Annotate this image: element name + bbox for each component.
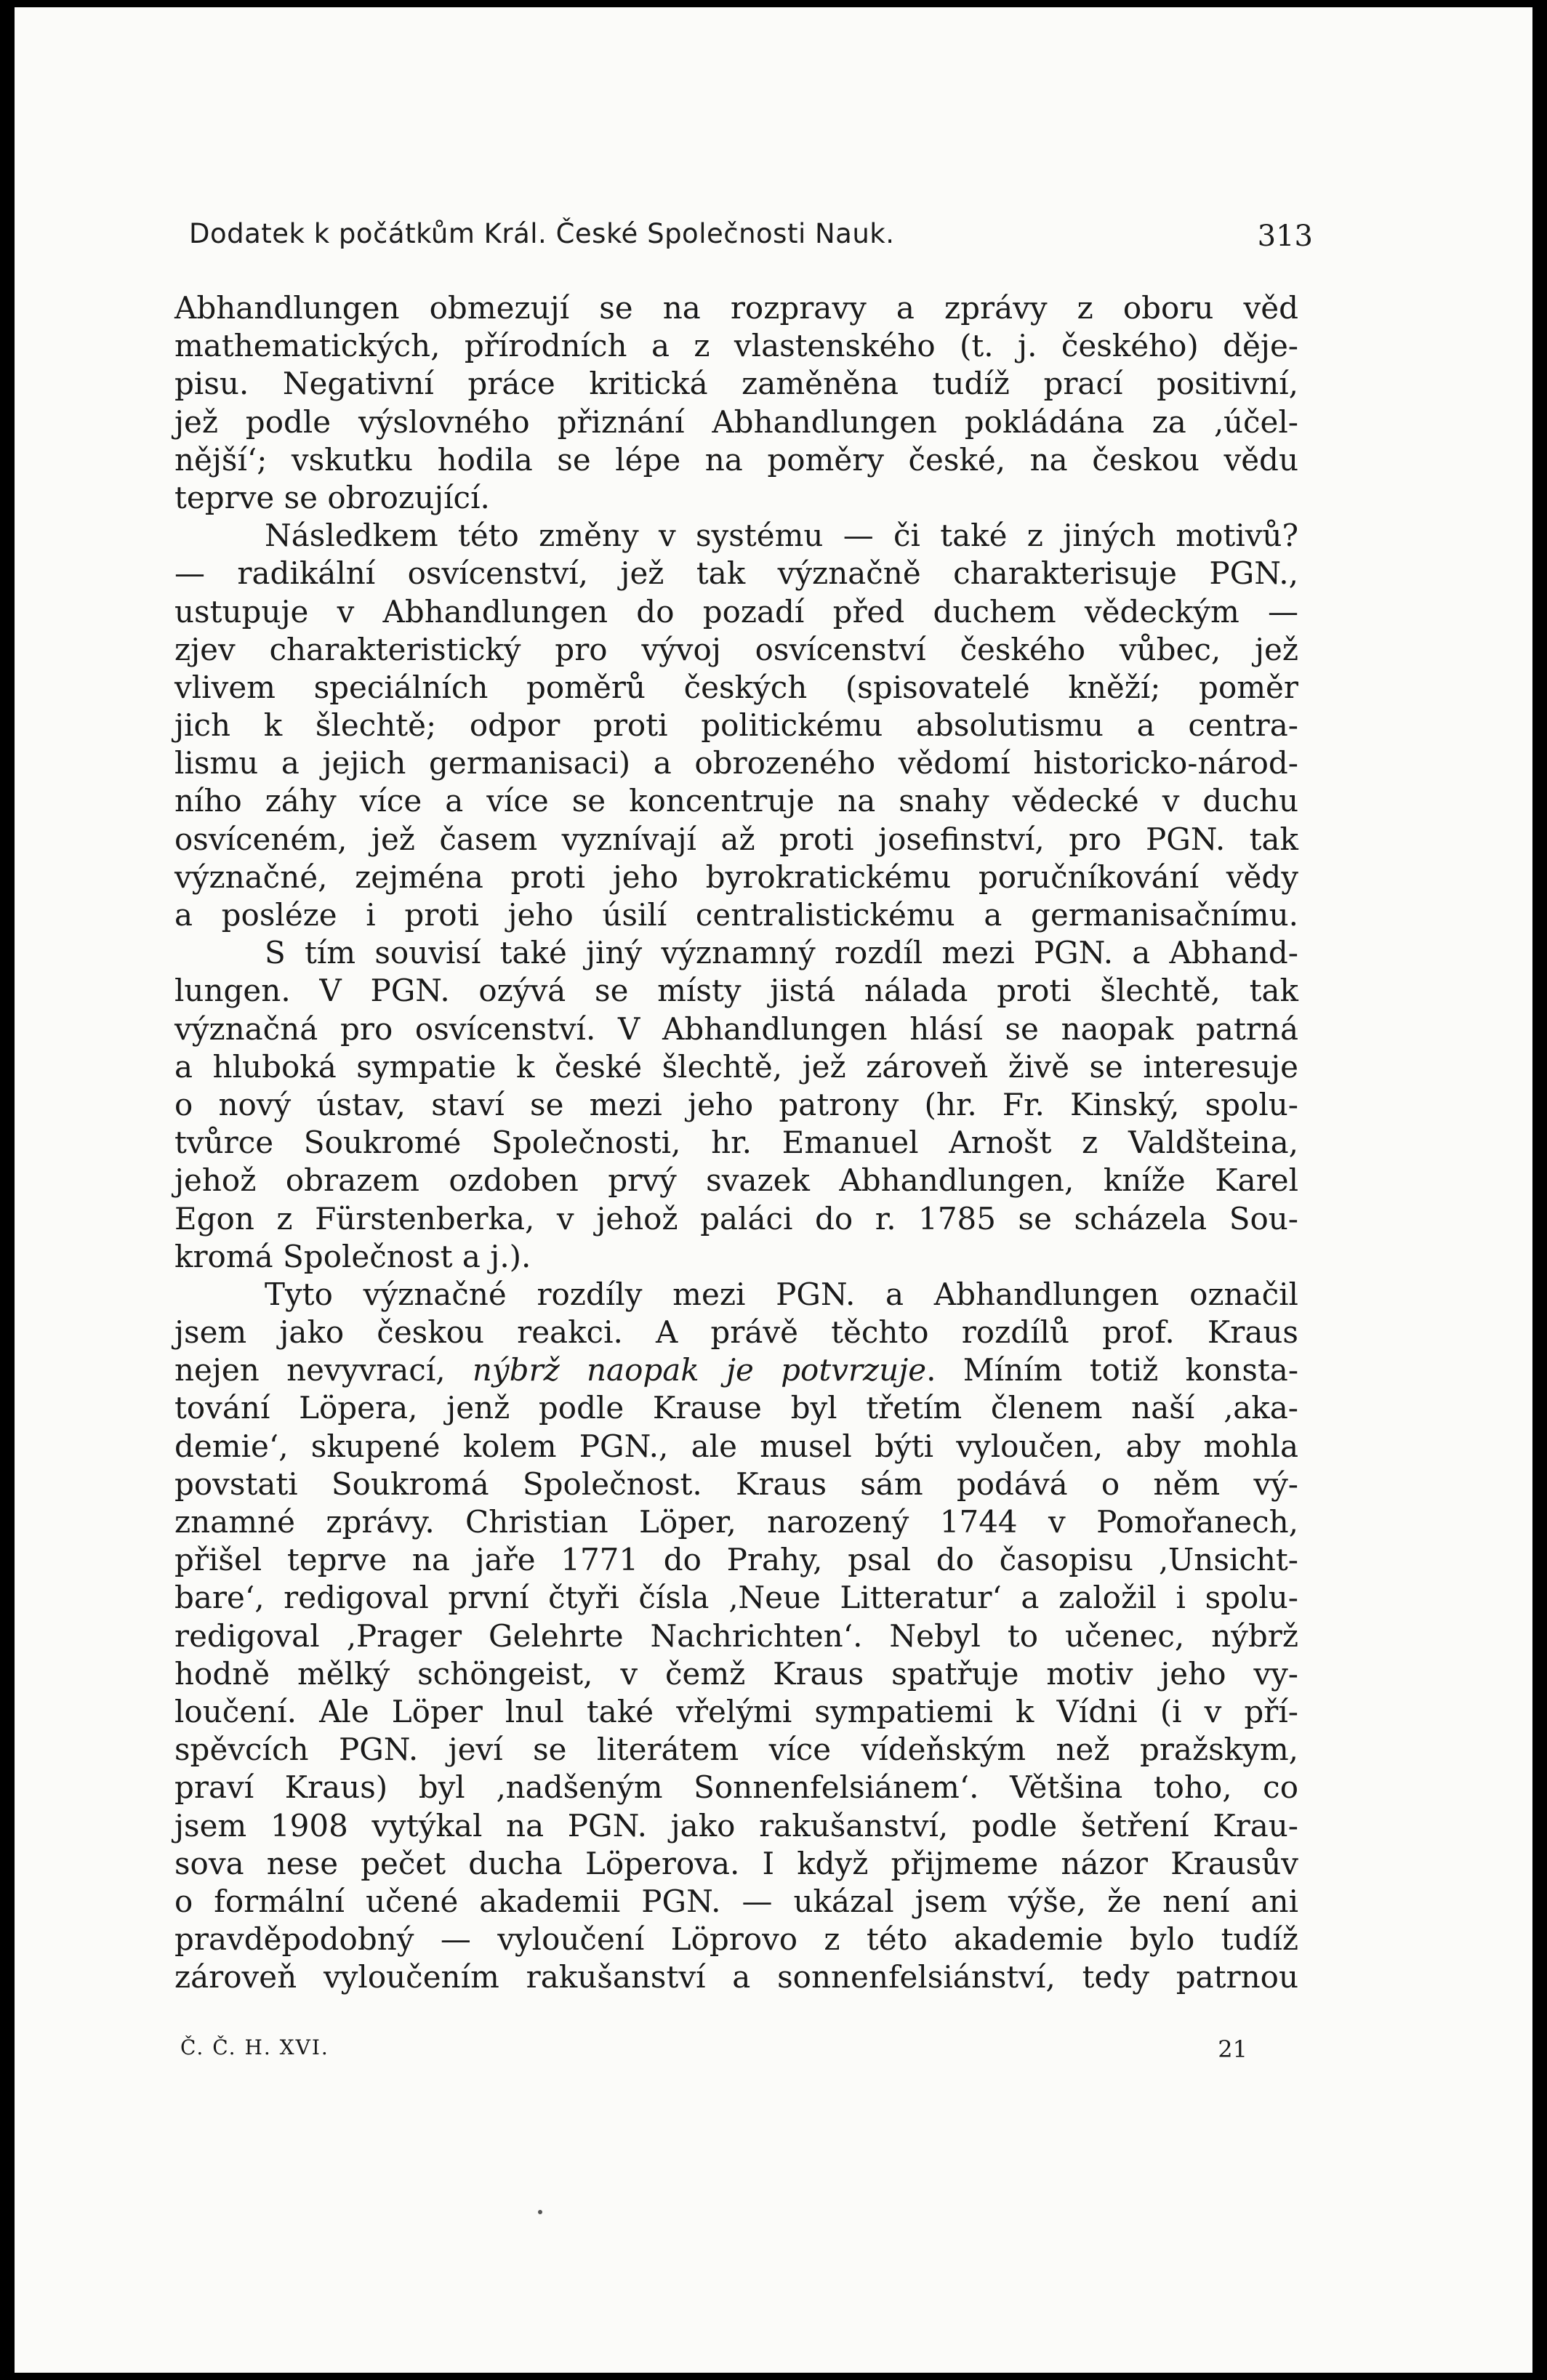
page-header (189, 218, 1313, 262)
emphasis-run: nýbrž naopak je potvrzuje (472, 1352, 927, 1388)
text-line: sova nese pečet ducha Löperova. I když přijmeme názor Krausův (174, 1845, 1298, 1881)
text-run: nejen nevyvrací, (174, 1352, 473, 1388)
text-line: tvůrce Soukromé Společnosti, hr. Emanuel Arnošt z Valdšteina, (174, 1125, 1298, 1161)
text-line: demie‘, skupené kolem PGN., ale musel býti vyloučen, aby mohla (174, 1428, 1298, 1464)
text-line: význačná pro osvícenství. V Abhandlungen hlásí se naopak patrná (174, 1010, 1298, 1047)
text-line: význačné, zejména proti jeho byrokratickému poručníkování vědy (174, 859, 1298, 895)
text-line: jež podle výslovného přiznání Abhandlungen pokládána za ‚účel- (174, 403, 1298, 440)
text-line: Následkem této změny v systému — či také z jiných motivů? (265, 518, 1298, 554)
text-line: jehož obrazem ozdoben prvý svazek Abhandlungen, kníže Karel (174, 1162, 1298, 1199)
text-line: Tyto význačné rozdíly mezi PGN. a Abhandlungen označil (265, 1276, 1298, 1312)
text-line: přišel teprve na jaře 1771 do Prahy, psal do časopisu ‚Unsicht- (174, 1542, 1298, 1578)
body-text (174, 289, 1298, 1996)
text-line: loučení. Ale Löper lnul také vřelými sympatiemi k Vídni (i v pří- (174, 1693, 1298, 1729)
text-line: ustupuje v Abhandlungen do pozadí před duchem vědeckým — (174, 593, 1298, 630)
text-line: bare‘, redigoval první čtyři čísla ‚Neue Litteratur‘ a založil i spolu- (174, 1580, 1298, 1616)
text-line: mathematických, přírodních a z vlastenského (t. j. českého) děje- (174, 328, 1298, 364)
text-line: o formální učené akademii PGN. — ukázal jsem výše, že není ani (174, 1883, 1298, 1919)
page-footer (174, 2035, 1298, 2072)
text-line: redigoval ‚Prager Gelehrte Nachrichten‘. Nebyl to učenec, nýbrž (174, 1617, 1298, 1654)
text-line: osvíceném, jež časem vyznívají až proti josefinství, pro PGN. tak (174, 821, 1298, 857)
text-line: povstati Soukromá Společnost. Kraus sám podává o něm vý- (174, 1466, 1298, 1502)
text-line: ního záhy více a více se koncentruje na snahy vědecké v duchu (174, 783, 1298, 819)
text-line: teprve se obrozující. (174, 479, 490, 515)
text-line: kromá Společnost a j.). (174, 1238, 531, 1274)
text-line: jich k šlechtě; odpor proti politickému absolutismu a centra- (174, 707, 1298, 744)
text-line: lismu a jejich germanisaci) a obrozeného vědomí historicko-národ- (174, 745, 1298, 781)
text-run: . Míním totiž konsta- (926, 1352, 1299, 1388)
text-line: pisu. Negativní práce kritická zaměněna tudíž prací positivní, (174, 366, 1298, 402)
text-line: Abhandlungen obmezují se na rozpravy a zprávy z oboru věd (174, 290, 1298, 326)
running-title: Dodatek k počátkům Král. České Společnosti Nauk. (189, 218, 895, 249)
sheet-number: 21 (1218, 2035, 1247, 2063)
page-number: 313 (1257, 220, 1313, 253)
sheet-signature: Č. Č. H. XVI. (180, 2035, 329, 2059)
text-line: Egon z Fürstenberka, v jehož paláci do r. 1785 se scházela Sou- (174, 1200, 1298, 1237)
text-line: — radikální osvícenství, jež tak význačně charakterisuje PGN., (174, 555, 1298, 592)
text-line: zjev charakteristický pro vývoj osvícenství českého vůbec, jež (174, 631, 1298, 667)
text-line: praví Kraus) byl ‚nadšeným Sonnenfelsiánem‘. Většina toho, co (174, 1769, 1298, 1806)
text-line: spěvcích PGN. jeví se literátem více vídeňským než pražskym, (174, 1732, 1298, 1768)
text-line: vlivem speciálních poměrů českých (spisovatelé kněží; poměr (174, 669, 1298, 705)
text-line: nější‘; vskutku hodila se lépe na poměry české, na českou vědu (174, 441, 1298, 478)
text-line: a hluboká sympatie k české šlechtě, jež zároveň živě se interesuje (174, 1048, 1298, 1085)
text-line: jsem jako českou reakci. A právě těchto rozdílů prof. Kraus (174, 1314, 1298, 1351)
text-line: tování Löpera, jenž podle Krause byl třetím členem naší ‚aka- (174, 1390, 1298, 1426)
text-line: zároveň vyloučením rakušanství a sonnenfelsiánství, tedy patrnou (174, 1959, 1298, 1995)
text-line: lungen. V PGN. ozývá se místy jistá nálada proti šlechtě, tak (174, 973, 1298, 1009)
text-line: hodně mělký schöngeist, v čemž Kraus spatřuje motiv jeho vy- (174, 1655, 1298, 1692)
text-line: znamné zprávy. Christian Löper, narozený 1744 v Pomořanech, (174, 1504, 1298, 1540)
text-line: S tím souvisí také jiný významný rozdíl mezi PGN. a Abhand- (265, 935, 1298, 971)
text-line: a posléze i proti jeho úsilí centralistickému a germanisačnímu. (174, 897, 1298, 933)
text-line: jsem 1908 vytýkal na PGN. jako rakušanství, podle šetření Krau- (174, 1807, 1298, 1844)
text-line-mixed (174, 1351, 1298, 1389)
text-line: o nový ústav, staví se mezi jeho patrony (hr. Fr. Kinský, spolu- (174, 1086, 1298, 1122)
speck-mark (538, 2210, 542, 2214)
text-line: pravděpodobný — vyloučení Löprovo z této akademie bylo tudíž (174, 1921, 1298, 1958)
